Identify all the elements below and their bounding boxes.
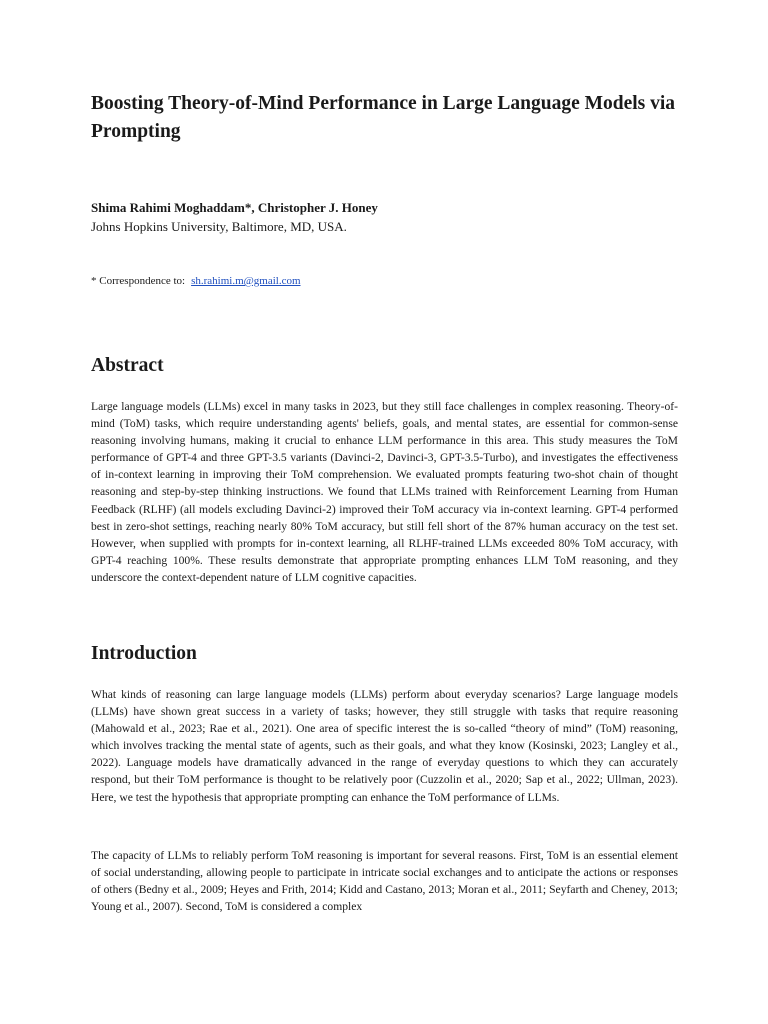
intro-paragraph-1: What kinds of reasoning can large language models (LLMs) perform about everyday scenarios? Large language models (LLMs) have shown great success in a variety of tasks; however, they still struggle with tasks that require reasoning (Mahowald et al., 2023; Rae et al., 2021). One area of specific interest the is so-called “theory of mind” (ToM) reasoning, which involves tracking the mental state of agents, such as their goals, and what they know (Kosinski, 2023; Langley et al., 2022). Language models have dramatically advanced in the range of everyday questions to which they can accurately respond, but their ToM performance is thought to be relatively poor (Cuzzolin et al., 2020; Sap et al., 2022; Ullman, 2023). Here, we test the hypothesis that appropriate prompting can enhance the ToM performance of LLMs. [91, 688, 678, 804]
abstract-heading: Abstract [91, 355, 164, 376]
author-list: Shima Rahimi Moghaddam*, Christopher J. Honey [91, 200, 378, 215]
paper-title: Boosting Theory-of-Mind Performance in Large Language Models via Prompting [91, 93, 676, 142]
abstract-text: Large language models (LLMs) excel in many tasks in 2023, but they still face challenges in complex reasoning. Theory-of-mind (ToM) tasks, which require understanding agents' beliefs, goals, and mental states, are essential for common-sense reasoning involving humans, making it crucial to enhance LLM performance in this area. This study measures the ToM performance of GPT-4 and three GPT-3.5 variants (Davinci-2, Davinci-3, GPT-3.5-Turbo), and investigates the effectiveness of in-context learning in improving their ToM comprehension. We evaluated prompts featuring two-shot chain of thought reasoning and step-by-step thinking instructions. We found that LLMs trained with Reinforcement Learning from Human Feedback (RLHF) (all models excluding Davinci-2) improved their ToM accuracy via in-context learning. GPT-4 performed best in zero-shot settings, reaching nearly 80% ToM accuracy, but still fell short of the 87% human accuracy on the test set. However, when supplied with prompts for in-context learning, all RLHF-trained LLMs exceeded 80% ToM accuracy, with GPT-4 reaching 100%. These results demonstrate that appropriate prompting enhances LLM ToM reasoning, and they underscore the context-dependent nature of LLM cognitive capacities. [91, 400, 678, 584]
correspondence-line [91, 274, 301, 289]
correspondence-label: * Correspondence to: [91, 275, 186, 287]
intro-paragraph-2: The capacity of LLMs to reliably perform ToM reasoning is important for several reasons. First, ToM is an essential element of social understanding, allowing people to participate in intricate social exchanges and to anticipate the actions or responses of others (Bedny et al., 2009; Heyes and Frith, 2014; Kidd and Castano, 2013; Moran et al., 2011; Seyfarth and Cheney, 2013; Young et al., 2007). Second, ToM is considered a complex [91, 849, 678, 914]
author-affiliation: Johns Hopkins University, Baltimore, MD, USA. [91, 219, 347, 234]
introduction-heading: Introduction [91, 643, 197, 664]
correspondence-email-link[interactable]: sh.rahimi.m@gmail.com [191, 275, 301, 287]
